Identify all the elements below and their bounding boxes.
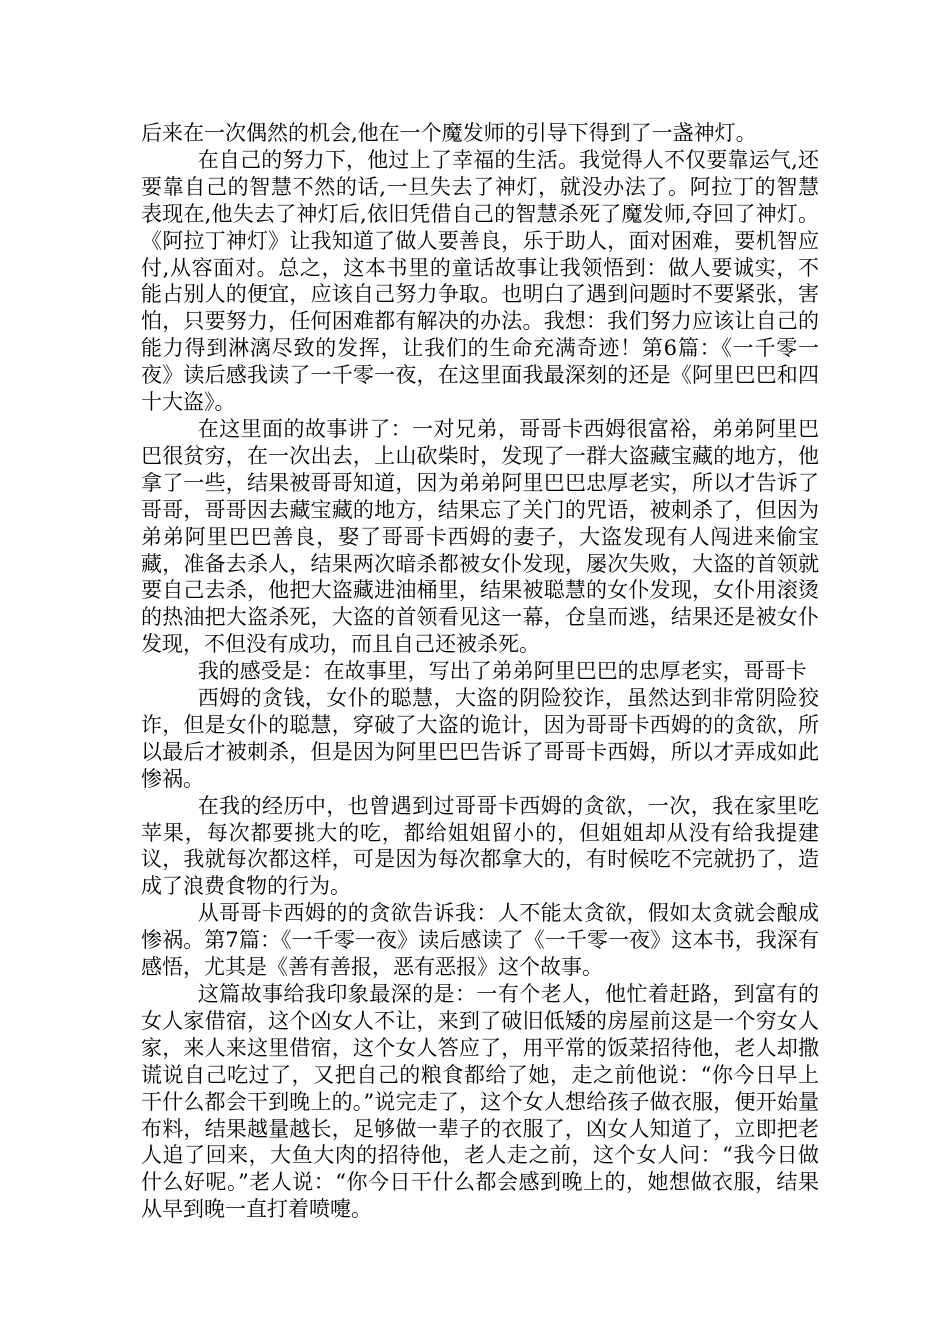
paragraph-8: 这篇故事给我印象最深的是：一有个老人，他忙着赶路，到富有的女人家借宿，这个凶女人不让，来到了破旧低矮的房屋前这是一个穷女人家，来人来这里借宿，这个女人答应了，用平常的饭菜招待他，老人却撒谎说自己吃过了，又把自己的粮食都给了她，走之前他说：“你今日早上干什么都会干到晚上的。”说完走了，这个女人想给孩子做衣服，便开始量布料，结果越量越长，足够做一辈子的衣服了，凶女人知道了，立即把老人追了回来，大鱼大肉的招待他，老人走之前，这个女人问：“我今日做什么好呢。”老人说：“你今日干什么都会感到晚上的，她想做衣服，结果从早到晚一直打着喷嚏。 (141, 982, 819, 1222)
paragraph-6: 在我的经历中，也曾遇到过哥哥卡西姆的贪欲，一次，我在家里吃苹果，每次都要挑大的吃，都给姐姐留小的，但姐姐却从没有给我提建议，我就每次都这样，可是因为每次都拿大的，有时候吃不完就扔了，造成了浪费食物的行为。 (141, 793, 819, 899)
paragraph-5: 西姆的贪钱，女仆的聪慧，大盗的阴险狡诈，虽然达到非常阴险狡诈，但是女仆的聪慧，穿破了大盗的诡计，因为哥哥卡西姆的的贪欲，所以最后才被刺杀，但是因为阿里巴巴告诉了哥哥卡西姆，所以才弄成如此惨祸。 (141, 686, 819, 791)
paragraph-1: 后来在一次偶然的机会,他在一个魔发师的引导下得到了一盏神灯。 (141, 121, 757, 145)
document-page (141, 120, 819, 1223)
paragraph-4: 我的感受是：在故事里，写出了弟弟阿里巴巴的忠厚老实，哥哥卡 (197, 659, 807, 684)
paragraph-2: 在自己的努力下，他过上了幸福的生活。我觉得人不仅要靠运气,还要靠自己的智慧不然的话,一旦失去了神灯，就没办法了。阿拉丁的智慧表现在,他失去了神灯后,依旧凭借自己的智慧杀死了魔发师,夺回了神灯。《阿拉丁神灯》让我知道了做人要善良，乐于助人，面对困难，要机智应付,从容面对。总之，这本书里的童话故事让我领悟到：做人要诚实，不能占别人的便宜，应该自己努力争取。也明白了遇到问题时不要紧张，害怕，只要努力，任何困难都有解决的办法。我想：我们努力应该让自己的能力得到淋漓尽致的发挥，让我们的生命充满奇迹！第6篇：《一千零一夜》读后感我读了一千零一夜，在这里面我最深刻的还是《阿里巴巴和四十大盗》。 (141, 147, 819, 415)
paragraph-7: 从哥哥卡西姆的的贪欲告诉我：人不能太贪欲，假如太贪就会酿成惨祸。第7篇：《一千零一夜》读后感读了《一千零一夜》这本书，我深有感悟，尤其是《善有善报，恶有恶报》这个故事。 (141, 901, 819, 980)
paragraph-3: 在这里面的故事讲了：一对兄弟，哥哥卡西姆很富裕，弟弟阿里巴巴很贫穷，在一次出去，上山砍柴时，发现了一群大盗藏宝藏的地方，他拿了一些，结果被哥哥知道，因为弟弟阿里巴巴忠厚老实，所以才告诉了哥哥，哥哥因去藏宝藏的地方，结果忘了关门的咒语，被刺杀了，但因为弟弟阿里巴巴善良，娶了哥哥卡西姆的妻子，大盗发现有人闯进来偷宝藏，准备去杀人，结果两次暗杀都被女仆发现，屡次失败，大盗的首领就要自己去杀，他把大盗藏进油桶里，结果被聪慧的女仆发现，女仆用滚烫的热油把大盗杀死，大盗的首领看见这一幕，仓皇而逃，结果还是被女仆发现，不但没有成功，而且自己还被杀死。 (141, 416, 819, 657)
